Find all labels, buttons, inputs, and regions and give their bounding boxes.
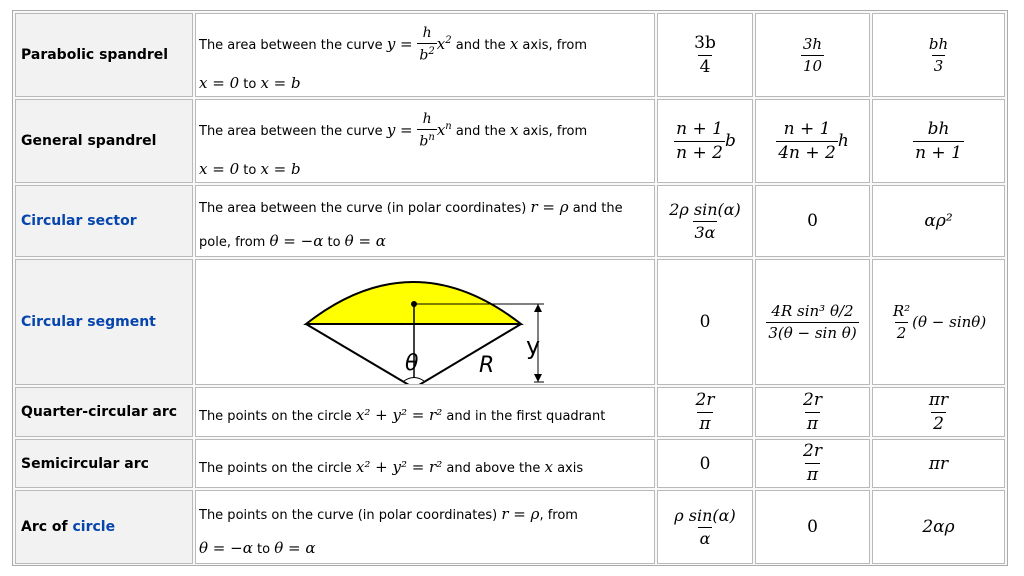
factor: h xyxy=(837,131,849,151)
math-expression: x = 0 xyxy=(199,160,240,178)
factor: b xyxy=(724,131,736,151)
row-header-label: General spandrel xyxy=(21,133,157,149)
numerator: 3h xyxy=(802,35,823,53)
description-text: pole, from xyxy=(199,235,266,250)
axis-variable: x xyxy=(544,458,553,476)
description-line-2 xyxy=(199,160,301,178)
description-text: and the xyxy=(455,124,506,140)
fraction xyxy=(674,120,725,162)
fraction xyxy=(927,36,950,74)
description-line-1 xyxy=(199,112,587,150)
description-cell xyxy=(195,13,655,97)
row-header-parabolic-spandrel xyxy=(15,13,193,97)
area-cell xyxy=(872,99,1005,183)
y-centroid-cell xyxy=(755,99,870,183)
y-centroid-cell xyxy=(755,439,870,488)
row-header-label: Arc of xyxy=(21,519,68,535)
factor: (θ − sinθ) xyxy=(912,313,987,331)
math-expression: x = b xyxy=(260,74,301,92)
description-text: to xyxy=(256,542,271,557)
radius-label: R xyxy=(479,353,495,378)
description-text: and in the first quadrant xyxy=(446,409,606,424)
y-centroid-cell xyxy=(755,259,870,385)
radius-right xyxy=(414,324,521,385)
description-line-1 xyxy=(199,458,583,476)
description-cell xyxy=(195,185,655,257)
fraction xyxy=(801,36,824,74)
description-line-1 xyxy=(199,505,578,523)
x-centroid-cell xyxy=(657,185,753,257)
description-text: The area between the curve xyxy=(199,124,383,140)
description-text: The area between the curve xyxy=(199,38,383,54)
math-expression: θ = α xyxy=(344,232,386,250)
description-line-2 xyxy=(199,539,315,557)
numerator: 2r xyxy=(803,441,822,462)
denominator: π xyxy=(699,413,711,434)
description-text: and the xyxy=(572,201,623,216)
arrow-down xyxy=(534,374,542,382)
fraction xyxy=(766,303,858,341)
denominator: α xyxy=(699,528,711,548)
y-centroid-cell xyxy=(755,185,870,257)
math-expression: θ = −α xyxy=(199,539,253,557)
fraction xyxy=(801,442,824,484)
numerator: 2ρ sin(α) xyxy=(669,199,741,219)
math-expression: x² + y² = r² xyxy=(355,458,443,476)
description-text: to xyxy=(327,235,341,250)
theta-label: θ xyxy=(405,351,419,376)
segment-diagram-cell xyxy=(195,259,655,385)
fraction xyxy=(891,303,912,341)
denominator: 3 xyxy=(933,56,944,75)
value: 0 xyxy=(807,211,818,231)
y-label: y xyxy=(526,332,541,360)
math-expression: x = b xyxy=(260,160,301,178)
value: 0 xyxy=(699,312,711,332)
axis-variable: x xyxy=(509,35,519,54)
fraction xyxy=(776,120,838,162)
denominator: π xyxy=(806,413,819,434)
numerator: 2r xyxy=(803,389,822,410)
description-cell xyxy=(195,490,655,564)
description-line-1 xyxy=(199,406,605,424)
math-expression: r = ρ xyxy=(501,505,540,523)
denominator: 2 xyxy=(896,323,907,342)
x-centroid-cell xyxy=(657,439,753,488)
math-expression: x = 0 xyxy=(199,74,240,92)
area-cell xyxy=(872,259,1005,385)
fraction xyxy=(667,201,743,241)
description-text: axis, from xyxy=(522,38,587,54)
numerator: ρ sin(α) xyxy=(674,505,736,525)
area-cell xyxy=(872,490,1005,564)
arrow-up xyxy=(534,304,542,312)
denominator: 3(θ − sin θ) xyxy=(768,323,857,342)
y-centroid-cell xyxy=(755,490,870,564)
description-cell xyxy=(195,439,655,488)
denominator: 4 xyxy=(699,56,711,77)
description-text: The points on the circle xyxy=(199,409,352,424)
radius-left xyxy=(306,324,414,385)
area-cell xyxy=(872,13,1005,97)
description-line-2 xyxy=(199,74,301,92)
denominator: n + 1 xyxy=(915,142,962,163)
denominator: 4n + 2 xyxy=(778,142,836,163)
description-text: axis, from xyxy=(522,124,588,140)
value: αρ² xyxy=(924,211,953,231)
x-centroid-cell xyxy=(657,99,753,183)
description-text: The area between the curve (in polar coordinates) xyxy=(199,201,527,216)
row-header-circular-segment[interactable] xyxy=(15,259,193,385)
denominator: π xyxy=(806,465,819,485)
fraction xyxy=(913,120,964,162)
description-text: axis xyxy=(557,461,584,476)
fraction xyxy=(801,391,824,433)
description-text: , from xyxy=(539,508,578,523)
numerator: R² xyxy=(892,302,911,320)
description-text: The points on the curve (in polar coordinates) xyxy=(199,508,498,523)
curve-equation: y = $\frac{h}{b^2}$ $x^2$ xyxy=(386,25,452,65)
numerator: bh xyxy=(928,35,949,53)
numerator: 2r xyxy=(695,389,715,410)
numerator: 4R sin³ θ/2 xyxy=(771,302,854,320)
x-centroid-cell xyxy=(657,13,753,97)
fraction xyxy=(672,507,737,547)
numerator: 3b xyxy=(694,32,716,53)
area-cell xyxy=(872,439,1005,488)
row-header-arc-of-circle xyxy=(15,490,193,564)
numerator: n + 1 xyxy=(783,118,831,139)
math-expression: θ = −α xyxy=(269,232,324,250)
fraction xyxy=(927,391,950,433)
axis-variable: x xyxy=(509,121,519,140)
value: 0 xyxy=(699,453,711,474)
x-centroid-cell xyxy=(657,259,753,385)
area-cell xyxy=(872,387,1005,437)
denominator: 2 xyxy=(933,413,944,434)
row-header-label: Semicircular arc xyxy=(21,455,149,472)
x-centroid-cell xyxy=(657,387,753,437)
circle-link[interactable]: circle xyxy=(72,519,116,535)
math-expression: x² + y² = r² xyxy=(355,406,443,424)
description-line-1 xyxy=(199,26,587,64)
row-header-general-spandrel xyxy=(15,99,193,183)
description-line-1 xyxy=(199,198,623,216)
value: 0 xyxy=(807,517,818,537)
denominator: n + 2 xyxy=(676,142,723,163)
description-text: to xyxy=(243,163,257,178)
angle-arc xyxy=(404,378,424,382)
row-header-label: Quarter-circular arc xyxy=(21,404,178,420)
description-text: and above the xyxy=(446,461,541,476)
fraction xyxy=(694,391,717,433)
row-header-quarter-circular-arc xyxy=(15,387,193,437)
description-cell xyxy=(195,99,655,183)
denominator: 10 xyxy=(802,56,823,75)
circular-segment-diagram xyxy=(196,260,655,385)
math-expression: θ = α xyxy=(274,539,316,557)
row-header-label: Parabolic spandrel xyxy=(21,47,169,63)
description-text: and the xyxy=(455,38,506,54)
circular-sector-link[interactable]: Circular sector xyxy=(21,213,137,229)
description-line-2 xyxy=(199,232,386,250)
denominator: 3α xyxy=(694,222,716,242)
numerator: n + 1 xyxy=(676,118,723,139)
description-text: to xyxy=(243,77,257,92)
value: 2αρ xyxy=(922,517,955,537)
row-header-semicircular-arc xyxy=(15,439,193,488)
y-centroid-cell xyxy=(755,387,870,437)
description-text: The points on the circle xyxy=(199,461,352,476)
value: πr xyxy=(928,453,949,474)
description-cell xyxy=(195,387,655,437)
curve-equation: y = $\frac{h}{b^n}$ $x^n$ xyxy=(386,111,452,151)
row-header-circular-sector[interactable] xyxy=(15,185,193,257)
x-centroid-cell xyxy=(657,490,753,564)
numerator: πr xyxy=(928,389,949,410)
y-centroid-cell xyxy=(755,13,870,97)
circular-segment-link[interactable]: Circular segment xyxy=(21,314,156,330)
fraction xyxy=(692,34,718,76)
math-expression: r = ρ xyxy=(530,198,569,216)
numerator: bh xyxy=(927,118,950,139)
area-cell xyxy=(872,185,1005,257)
